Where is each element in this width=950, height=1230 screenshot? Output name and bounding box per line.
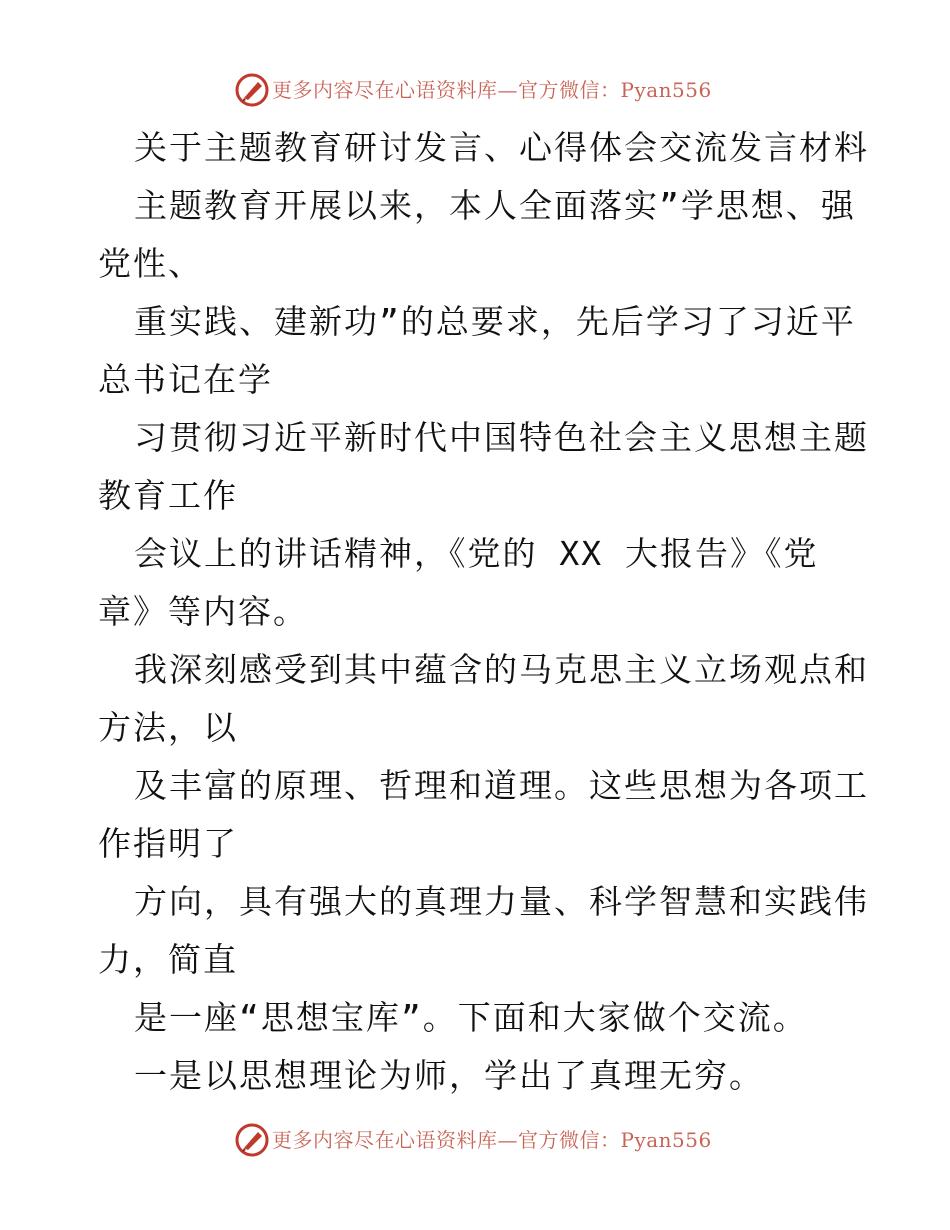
paragraph-line: 章》等内容。 [98, 592, 308, 631]
paragraph-line: 党性、 [98, 244, 203, 283]
pen-logo-icon [234, 1122, 270, 1158]
paragraph-line: 我深刻感受到其中蕴含的马克思主义立场观点和 [134, 650, 869, 689]
pen-logo-icon [234, 72, 270, 108]
paragraph-line: 重实践、建新功”的总要求，先后学习了习近平 [134, 302, 856, 341]
paragraph-line: 及丰富的原理、哲理和道理。这些思想为各项工 [134, 766, 869, 805]
paragraph-line: 方向，具有强大的真理力量、科学智慧和实践伟 [134, 882, 869, 921]
paragraph-line: 方法，以 [98, 708, 238, 747]
paragraph-line: 力，简直 [98, 940, 238, 979]
paragraph-line: 习贯彻习近平新时代中国特色社会主义思想主题 [134, 418, 869, 457]
watermark-text: 更多内容尽在心语资料库—官方微信：Pyan556 [272, 1128, 712, 1152]
paragraph-line: 会议上的讲话精神，《党的 XX 大报告》《党 [134, 534, 819, 573]
document-title: 关于主题教育研讨发言、心得体会交流发言材料 [134, 128, 869, 167]
watermark-header [0, 68, 950, 112]
paragraph-line: 作指明了 [98, 824, 238, 863]
watermark-footer [0, 1118, 950, 1162]
paragraph-line: 一是以思想理论为师，学出了真理无穷。 [134, 1056, 764, 1095]
paragraph-line: 是一座“思想宝库”。下面和大家做个交流。 [134, 998, 808, 1037]
paragraph-line: 教育工作 [98, 476, 238, 515]
paragraph-line: 主题教育开展以来，本人全面落实”学思想、强 [134, 186, 856, 225]
paragraph-line: 总书记在学 [98, 360, 273, 399]
watermark-text: 更多内容尽在心语资料库—官方微信：Pyan556 [272, 78, 712, 102]
